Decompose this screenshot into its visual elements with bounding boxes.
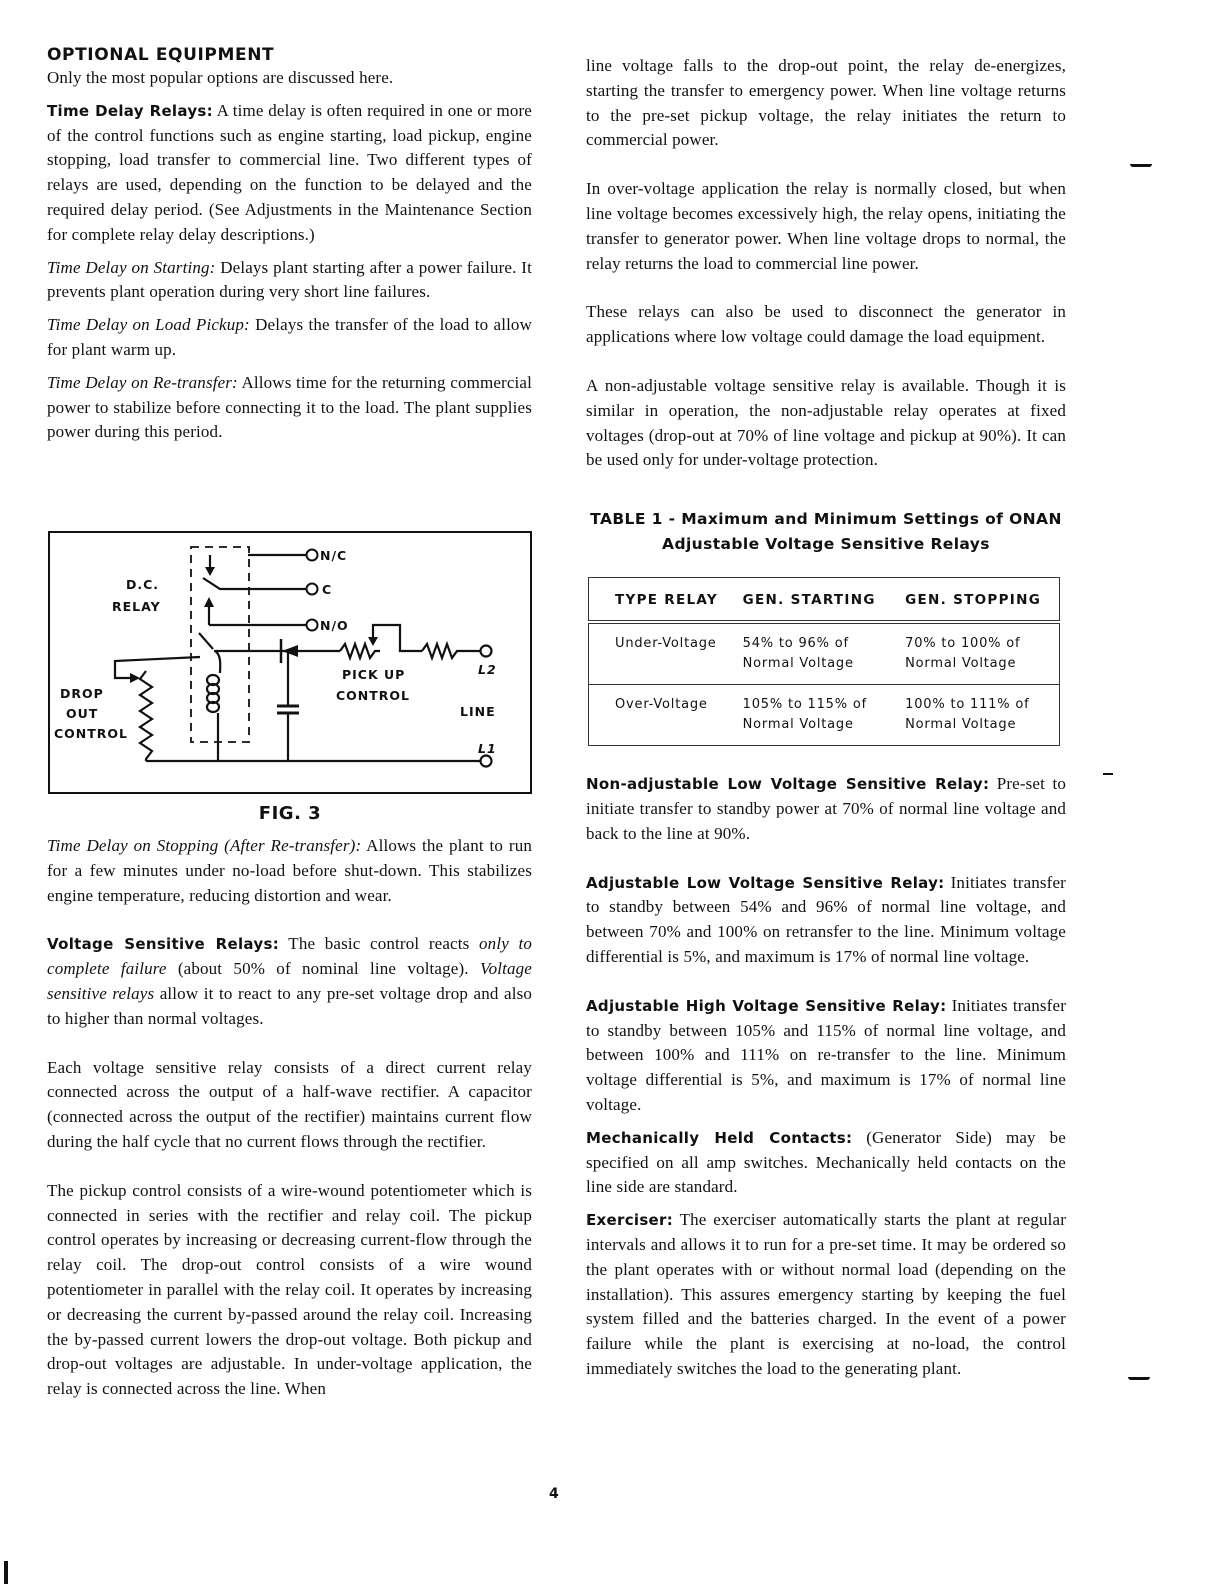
delay-on-retransfer-text: Allows time for the returning commercial power to stabilize before connecting it to the load. The plant supplies power during this period. [47, 372, 532, 442]
time-delay-relays-paragraph [47, 99, 532, 248]
label-c: C [322, 582, 333, 597]
adjustable-low-heading: Adjustable Low Voltage Sensitive Relay: [586, 873, 945, 892]
delay-on-stopping-text: Allows the plant to run for a few minutes under no-load before shut-down. This stabilizes engine temperature, reducing distortion and wear. [47, 836, 532, 905]
table-title-line-1: TABLE 1 - Maximum and Minimum Settings of ONAN [590, 510, 1062, 529]
label-l1: L1 [478, 741, 497, 756]
right-column [586, 54, 1066, 1382]
exerciser-text: The exerciser automatically starts the plant at regular intervals and allows it to run for a pre-set time. It may be ordered so the plant operates with or without normal load (depending on the installation). This assures emergency starting by keeping the fuel system filled and the batteries charged. In the event of a power failure while the plant is exercising at no-load, the control immediately switches the load to the generating plant. [586, 1210, 1067, 1378]
label-out: OUT [66, 706, 99, 721]
table-row [589, 685, 1060, 746]
figure-caption: FIG. 3 [258, 803, 322, 824]
label-drop: DROP [60, 686, 104, 701]
delay-on-starting-paragraph [47, 256, 532, 306]
mechanically-held-heading: Mechanically Held Contacts: [586, 1128, 853, 1147]
vsr-text-3: allow it to react to any pre-set voltage drop and also to higher than normal voltages. [47, 983, 532, 1028]
cell-stopping: 70% to 100% of Normal Voltage [893, 622, 1059, 685]
label-no: N/O [320, 618, 349, 633]
delay-on-stopping-heading: Time Delay on Stopping (After Re-transfer): [47, 836, 362, 855]
non-adjustable-low-paragraph [586, 772, 1066, 846]
relay-settings-table [588, 577, 1060, 746]
label-pickup-2: CONTROL [336, 688, 411, 703]
cell-type: Over-Voltage [589, 685, 735, 746]
header-gen-starting: GEN. STARTING [735, 578, 894, 623]
table-title-line-2: Adjustable Voltage Sensitive Relays [662, 535, 990, 554]
adjustable-low-paragraph [586, 871, 1066, 970]
binding-edge-mark [4, 1561, 8, 1584]
non-adjustable-low-heading: Non-adjustable Low Voltage Sensitive Relay: [586, 775, 990, 794]
delay-on-retransfer-heading: Time Delay on Re-transfer: [47, 372, 238, 392]
adjustable-high-paragraph [586, 994, 1066, 1118]
exerciser-heading: Exerciser: [586, 1211, 674, 1230]
table-row [589, 622, 1060, 685]
table-title [586, 507, 1066, 557]
margin-curl-mark [1128, 1377, 1150, 1380]
exerciser-paragraph [586, 1208, 1066, 1382]
label-pickup-1: PICK UP [342, 667, 406, 682]
label-relay: RELAY [112, 599, 161, 614]
left-column [47, 44, 532, 445]
margin-curl-mark [1130, 164, 1152, 167]
intro-paragraph: Only the most popular options are discussed here. [47, 68, 394, 87]
cell-stopping: 100% to 111% of Normal Voltage [893, 685, 1059, 746]
voltage-sensitive-relays-paragraph [47, 932, 532, 1031]
non-adjustable-low-text: Pre-set to initiate transfer to standby power at 70% of normal line voltage and back to the line at 90%. [586, 774, 1066, 843]
label-control: CONTROL [54, 726, 129, 741]
delay-on-starting-heading: Time Delay on Starting: [47, 257, 216, 277]
adjustable-high-heading: Adjustable High Voltage Sensitive Relay: [586, 996, 947, 1015]
time-delay-relays-text: A time delay is often required in one or more of the control functions such as engine starting, load pickup, engine stopping, load transfer to commercial line. Two different types of relays are used, depending on the function to be delayed and the required delay period. (See Adjustments in the Maintenance Section for complete relay delay descriptions.) [47, 100, 532, 244]
over-voltage-paragraph: In over-voltage application the relay is normally closed, but when line voltage becomes excessively high, the relay opens, initiating the transfer to generator power. When line voltage drops to normal, the relay returns the load to commercial line power. [586, 179, 1066, 273]
margin-dash-mark [1103, 773, 1113, 775]
section-title: OPTIONAL EQUIPMENT [47, 45, 275, 65]
delay-on-load-pickup-paragraph [47, 313, 532, 363]
vsr-italic-2: Voltage sensitive relays [47, 959, 532, 1003]
cell-type: Under-Voltage [589, 622, 735, 685]
time-delay-relays-heading: Time Delay Relays: [47, 101, 213, 120]
delay-on-retransfer-paragraph [47, 371, 532, 445]
circuit-schematic [50, 533, 530, 792]
header-type-relay: TYPE RELAY [589, 578, 735, 623]
continuation-paragraph: line voltage falls to the drop-out point, the relay de-energizes, starting the transfer to emergency power. When line voltage returns to the pre-set pickup voltage, the relay initiates the return to commercial power. [586, 56, 1066, 150]
adjustable-high-text: Initiates transfer to standby between 105% and 115% of normal line voltage, and between 100% and 111% on re-transfer to the line. Minimum voltage differential is 5%, and maximum is 17% of normal line voltage. [586, 995, 1067, 1114]
table-header-row [589, 578, 1060, 623]
vsr-text-1: The basic control reacts [288, 934, 470, 954]
pickup-control-paragraph: The pickup control consists of a wire-wound potentiometer which is connected in series with the rectifier and relay coil. The pickup control operates by increasing or decreasing current-flow through the relay coil. The drop-out control consists of a wire wound potentiometer in parallel with the relay coil. It operates by increasing or decreasing the current by-passed around the relay coil. Increasing the by-passed current lowers the drop-out voltage. Both pickup and drop-out voltages are adjustable. In under-voltage application, the relay is connected across the line. When [47, 1180, 532, 1399]
mechanically-held-paragraph [586, 1126, 1066, 1200]
page-number: 4 [549, 1486, 559, 1502]
delay-on-starting-text: Delays plant starting after a power failure. It prevents plant operation during very short line failures. [47, 257, 532, 302]
delay-on-load-pickup-heading: Time Delay on Load Pickup: [47, 315, 250, 335]
mechanically-held-text: (Generator Side) may be specified on all amp switches. Mechanically held contacts on the line side are standard. [586, 1127, 1066, 1197]
vsr-text-2: (about 50% of nominal line voltage). [177, 959, 469, 979]
label-dc: D.C. [126, 577, 160, 592]
cell-starting: 54% to 96% of Normal Voltage [735, 622, 894, 685]
voltage-sensitive-relays-heading: Voltage Sensitive Relays: [47, 935, 279, 954]
label-l2: L2 [478, 662, 497, 677]
disconnect-paragraph: These relays can also be used to disconnect the generator in applications where low voltage could damage the load equipment. [586, 302, 1066, 347]
adjustable-low-text: Initiates transfer to standby between 54% and 96% of normal line voltage, and between 70% and 100% on retransfer to the line. Minimum voltage differential is 5%, and maximum is 17% of normal line voltage. [586, 872, 1066, 966]
non-adjustable-available-paragraph: A non-adjustable voltage sensitive relay is available. Though it is similar in operation, the non-adjustable relay operates at fixed voltages (drop-out at 70% of line voltage and pickup at 90%). It can be used only for under-voltage protection. [586, 375, 1066, 470]
label-nc: N/C [320, 548, 348, 563]
label-line: LINE [460, 704, 496, 719]
relay-circuit-diagram [48, 531, 532, 794]
header-gen-stopping: GEN. STOPPING [893, 578, 1059, 623]
each-relay-paragraph: Each voltage sensitive relay consists of a direct current relay connected across the output of a half-wave rectifier. A capacitor (connected across the output of the rectifier) maintains current flow during the half cycle that no current flows through the rectifier. [47, 1057, 532, 1151]
delay-on-stopping-paragraph [47, 834, 532, 908]
cell-starting: 105% to 115% of Normal Voltage [735, 685, 894, 746]
vsr-italic-1: only to complete failure [47, 934, 533, 979]
delay-on-load-pickup-text: Delays the transfer of the load to allow for plant warm up. [47, 315, 533, 359]
left-column-lower [47, 834, 532, 1402]
